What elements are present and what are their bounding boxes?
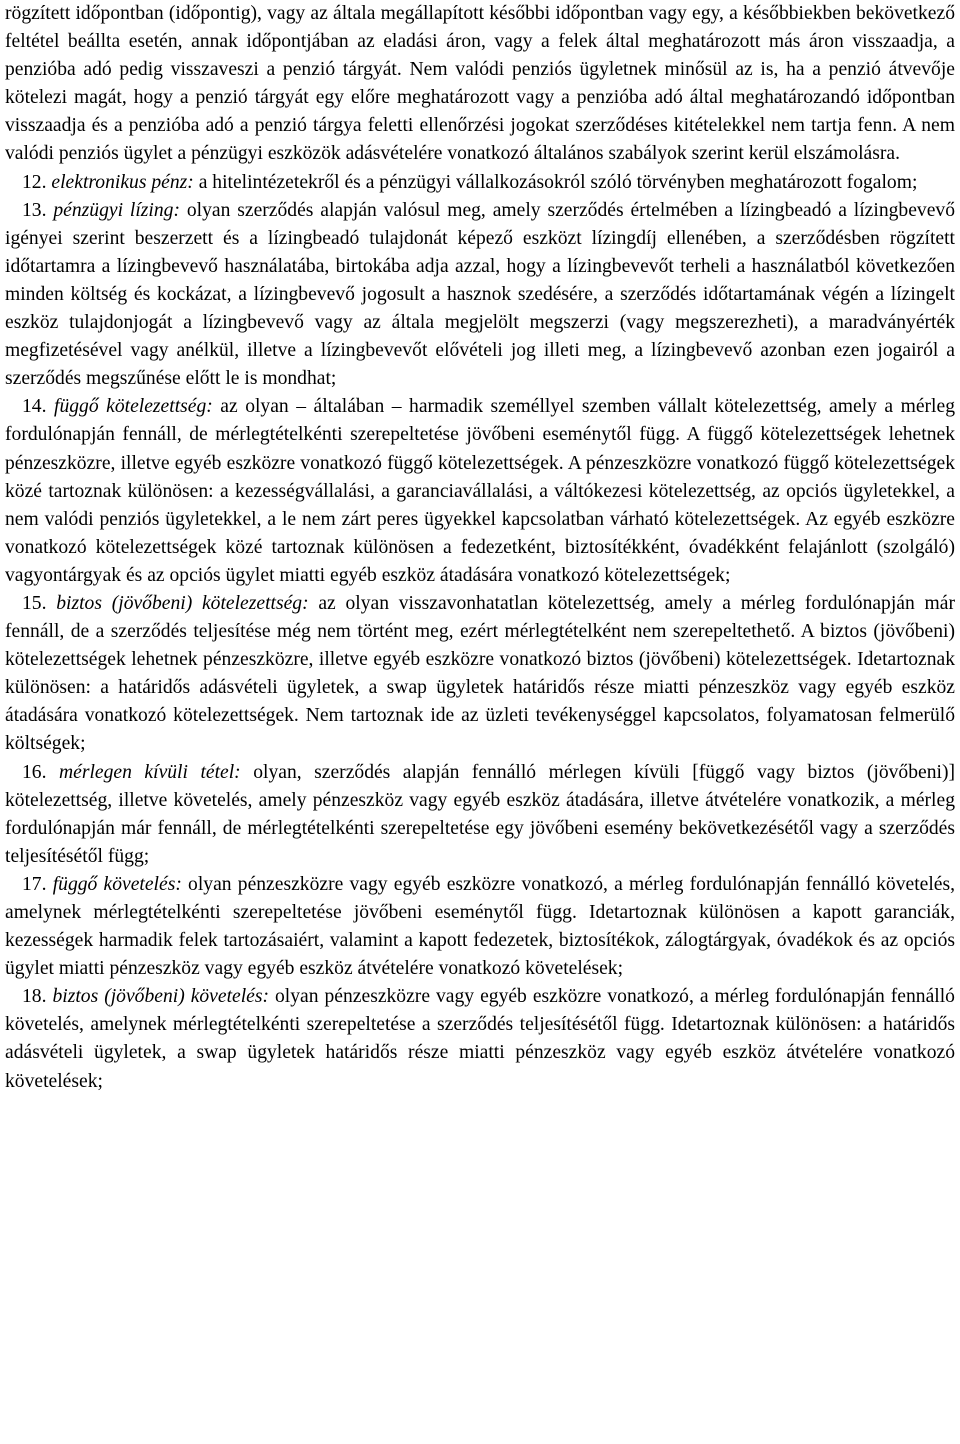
definition-number: 14.	[22, 396, 47, 418]
definition-16	[5, 759, 955, 871]
definition-term: függő követelés:	[52, 873, 182, 895]
definition-text: olyan pénzeszközre vagy egyéb eszközre vonatkozó, a mérleg fordulónapján fennálló követelés, amelynek mérlegtételkénti szerepeltetése jövőbeni eseménytől függ. Idetartoznak különösen a kapott garanciák, kezességek harmadik felek tartozásaiért, valamint a kapott fedezetek, biztosítékok, zálogtárgyak, óvadékok és az opciós ügylet miatti pénzeszköz vagy egyéb eszköz átvételére vonatkozó követelések;	[5, 873, 955, 980]
definition-text: olyan pénzeszközre vagy egyéb eszközre vonatkozó, a mérleg fordulónapján fennálló követelés, amelynek mérlegtételkénti szerepeltetése a szerződés teljesítésétől függ. Idetartoznak különösen: a határidős adásvételi ügyletek, a swap ügyletek határidős része miatti pénzeszköz vagy egyéb eszköz átvételére vonatkozó követelések;	[5, 986, 955, 1092]
definition-text: az olyan visszavonhatatlan kötelezettség, amely a mérleg fordulónapján már fennáll, de a szerződés teljesítése még nem történt meg, ezért mérlegtételként nem szerepeltethető. A biztos (jövőbeni) kötelezettségek lehetnek pénzeszközre, illetve egyéb eszközre vonatkozó biztos (jövőbeni) kötelezettségek. Idetartoznak különösen: a határidős adásvételi ügyletek, a swap ügyletek határidős része miatti pénzeszköz vagy egyéb eszköz átadására vonatkozó kötelezettségek. Nem tartoznak ide az üzleti tevékenységgel kapcsolatos, folyamatosan felmerülő költségek;	[5, 592, 955, 755]
paragraph-text: rögzített időpontban (időpontig), vagy az általa megállapított későbbi időpontban vagy egy, a későbbiekben bekövetkező feltétel beállta esetén, annak időpontjában az eladási áron, vagy a felek által meghatározott más áron visszaadja, a penzióba adó pedig visszaveszi a penzió tárgyát. Nem valódi penziós ügyletnek minősül az is, ha a penzió átvevője kötelezi magát, hogy a penzió tárgyát egy előre meghatározott vagy a penzióba adó által meghatározandó időpontban visszaadja és a penzióba adó a penzió tárgya feletti ellenőrzési jogokat szerződéses kitételekkel nem tartja fenn. A nem valódi penziós ügylet a pénzügyi eszközök adásvételére vonatkozó általános szabályok szerint kerül elszámolásra.	[5, 3, 955, 165]
definition-number: 12.	[22, 171, 47, 193]
definition-term: pénzügyi lízing:	[53, 199, 180, 221]
definition-term: elektronikus pénz:	[51, 171, 194, 193]
definition-term: mérlegen kívüli tétel:	[59, 761, 241, 783]
definition-term: biztos (jövőbeni) követelés:	[52, 986, 270, 1008]
definition-number: 15.	[22, 592, 47, 614]
definition-13	[5, 197, 955, 394]
definition-17	[5, 871, 955, 983]
definition-number: 13.	[22, 199, 47, 221]
definition-text: olyan szerződés alapján valósul meg, amely szerződés értelmében a lízingbeadó a lízingbevevő igényei szerint beszerzett és a lízingbeadó tulajdonát képező eszközt lízingdíj ellenében, a szerződésben rögzített időtartamra a lízingbevevő használatába, birtokába adja azzal, hogy a lízingbevevőt terheli a használatból következően minden költség és kockázat, a lízingbevevő jogosult a hasznok szedésére, a szerződés időtartamának végén a lízingelt eszköz tulajdonjogát a lízingbevevő vagy az általa megjelölt megszerzi (vagy megszerezheti), a maradványérték megfizetésével vagy anélkül, illetve a lízingbevevőt elővételi jog illeti meg, a lízingbevevő azonban ezen jogairól a szerződés megszűnése előtt le is mondhat;	[5, 199, 955, 390]
definition-18	[5, 983, 955, 1095]
definition-text: az olyan – általában – harmadik személlyel szemben vállalt kötelezettség, amely a mérleg fordulónapján fennáll, de mérlegtételkénti szerepeltetése jövőbeni eseménytől függ. A függő kötelezettségek lehetnek pénzeszközre, illetve egyéb eszközre vonatkozó függő kötelezettségek. A pénzeszközre vonatkozó függő kötelezettségek közé tartoznak különösen: a kezességvállalási, a garanciavállalási, a váltókezesi kötelezettség, az opciós ügyletekkel, a nem valódi penziós ügyletekkel, a le nem zárt peres ügyekkel kapcsolatban várható kötelezettségek. Az egyéb eszközre vonatkozó kötelezettségek közé tartoznak különösen a fedezetként, biztosítékként, óvadékként felajánlott (szolgáló) vagyontárgyak és az opciós ügylet miatti egyéb eszköz átadására vonatkozó kötelezettségek;	[5, 396, 955, 586]
definition-14	[5, 393, 955, 590]
definition-number: 17.	[22, 873, 47, 895]
definition-12	[5, 169, 955, 197]
definition-term: biztos (jövőbeni) kötelezettség:	[56, 592, 309, 614]
definition-text: olyan, szerződés alapján fennálló mérlegen kívüli [függő vagy biztos (jövőbeni)] kötelezettség, illetve követelés, amely pénzeszköz vagy egyéb eszköz átadására, illetve átvételére vonatkozik, a mérleg fordulónapján már fennáll, de mérlegtételkénti szerepeltetése egy jövőbeni esemény bekövetkezésétől vagy a szerződés teljesítésétől függ;	[5, 761, 955, 867]
definition-15	[5, 590, 955, 759]
paragraph-11-continued	[5, 0, 955, 169]
definition-number: 16.	[22, 761, 47, 783]
definition-text: a hitelintézetekről és a pénzügyi vállalkozásokról szóló törvényben meghatározott fogalom;	[198, 171, 918, 193]
definition-term: függő kötelezettség:	[54, 396, 213, 418]
definition-number: 18.	[22, 986, 47, 1008]
